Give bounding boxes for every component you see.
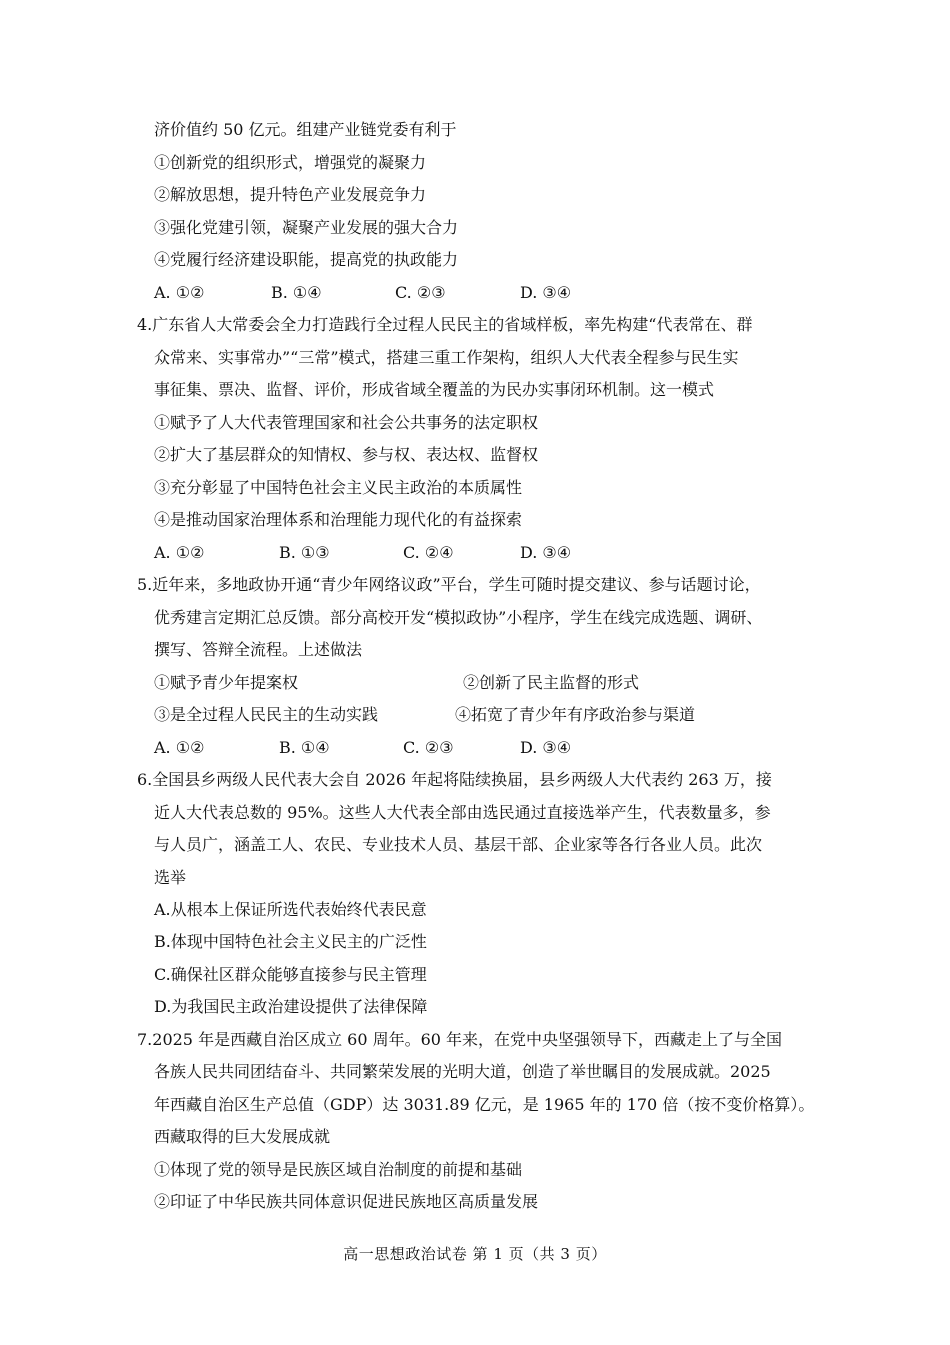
- q4-stem-line: 众常来、实事常办”“三常”模式，搭建三重工作架构，组织人大代表全程参与民生实: [154, 348, 739, 367]
- q3-option-b: B. ①④: [271, 283, 322, 302]
- q5-item-3: ③是全过程人民民主的生动实践: [154, 705, 379, 724]
- q6-stem-line: 与人员广，涵盖工人、农民、专业技术人员、基层干部、企业家等各行各业人员。此次: [154, 835, 763, 854]
- q3-item-2: ②解放思想，提升特色产业发展竞争力: [154, 185, 427, 204]
- q5-option-a: A. ①②: [154, 738, 205, 757]
- q5-item-2: ②创新了民主监督的形式: [463, 673, 640, 692]
- q7-stem-line: 年西藏自治区生产总值（GDP）达 3031.89 亿元，是 1965 年的 170 倍（按不变价格算）。: [154, 1095, 815, 1114]
- q5-stem-line: 优秀建言定期汇总反馈。部分高校开发“模拟政协”小程序，学生在线完成选题、调研、: [154, 608, 763, 627]
- q7-stem-line: 各族人民共同团结奋斗、共同繁荣发展的光明大道，创造了举世瞩目的发展成就。2025: [154, 1062, 771, 1081]
- q6-stem-line: 选举: [154, 868, 187, 887]
- q6-choice-d: D.为我国民主政治建设提供了法律保障: [154, 997, 428, 1016]
- q6-stem-line: 6.全国县乡两级人民代表大会自 2026 年起将陆续换届，县乡两级人大代表约 263 万，接: [137, 770, 772, 789]
- q4-item-1: ①赋予了人大代表管理国家和社会公共事务的法定职权: [154, 413, 539, 432]
- q6-choice-b: B.体现中国特色社会主义民主的广泛性: [154, 932, 427, 951]
- q4-item-4: ④是推动国家治理体系和治理能力现代化的有益探索: [154, 510, 523, 529]
- q7-stem-line: 西藏取得的巨大发展成就: [154, 1127, 331, 1146]
- q3-option-c: C. ②③: [395, 283, 446, 302]
- q5-item-4: ④拓宽了青少年有序政治参与渠道: [455, 705, 696, 724]
- q5-option-b: B. ①④: [279, 738, 330, 757]
- q7-item-2: ②印证了中华民族共同体意识促进民族地区高质量发展: [154, 1192, 539, 1211]
- q4-option-c: C. ②④: [403, 543, 454, 562]
- q7-item-1: ①体现了党的领导是民族区域自治制度的前提和基础: [154, 1160, 523, 1179]
- q5-option-c: C. ②③: [403, 738, 454, 757]
- q4-stem-line: 事征集、票决、监督、评价，形成省域全覆盖的为民办实事闭环机制。这一模式: [154, 380, 715, 399]
- q3-item-1: ①创新党的组织形式，增强党的凝聚力: [154, 153, 427, 172]
- q3-item-3: ③强化党建引领，凝聚产业发展的强大合力: [154, 218, 459, 237]
- page-footer: 高一思想政治试卷 第 1 页（共 3 页）: [343, 1245, 607, 1263]
- q4-item-2: ②扩大了基层群众的知情权、参与权、表达权、监督权: [154, 445, 539, 464]
- q6-stem-line: 近人大代表总数的 95%。这些人大代表全部由选民通过直接选举产生，代表数量多，参: [154, 803, 771, 822]
- q4-item-3: ③充分彰显了中国特色社会主义民主政治的本质属性: [154, 478, 523, 497]
- q6-choice-c: C.确保社区群众能够直接参与民主管理: [154, 965, 427, 984]
- q3-item-4: ④党履行经济建设职能，提高党的执政能力: [154, 250, 459, 269]
- q5-item-1: ①赋予青少年提案权: [154, 673, 299, 692]
- q4-option-b: B. ①③: [279, 543, 330, 562]
- q3-option-d: D. ③④: [520, 283, 572, 302]
- q4-option-d: D. ③④: [520, 543, 572, 562]
- q6-choice-a: A.从根本上保证所选代表始终代表民意: [154, 900, 427, 919]
- q5-option-d: D. ③④: [520, 738, 572, 757]
- q3-stem-line: 济价值约 50 亿元。组建产业链党委有利于: [154, 120, 457, 139]
- q7-stem-line: 7.2025 年是西藏自治区成立 60 周年。60 年来，在党中央坚强领导下，西藏走上了与全国: [137, 1030, 783, 1049]
- q5-stem-line: 5.近年来，多地政协开通“青少年网络议政”平台，学生可随时提交建议、参与话题讨论，: [137, 575, 761, 594]
- q4-option-a: A. ①②: [154, 543, 205, 562]
- q4-stem-line: 4.广东省人大常委会全力打造践行全过程人民民主的省域样板，率先构建“代表常在、群: [137, 315, 753, 334]
- q5-stem-line: 撰写、答辩全流程。上述做法: [154, 640, 363, 659]
- q3-option-a: A. ①②: [154, 283, 205, 302]
